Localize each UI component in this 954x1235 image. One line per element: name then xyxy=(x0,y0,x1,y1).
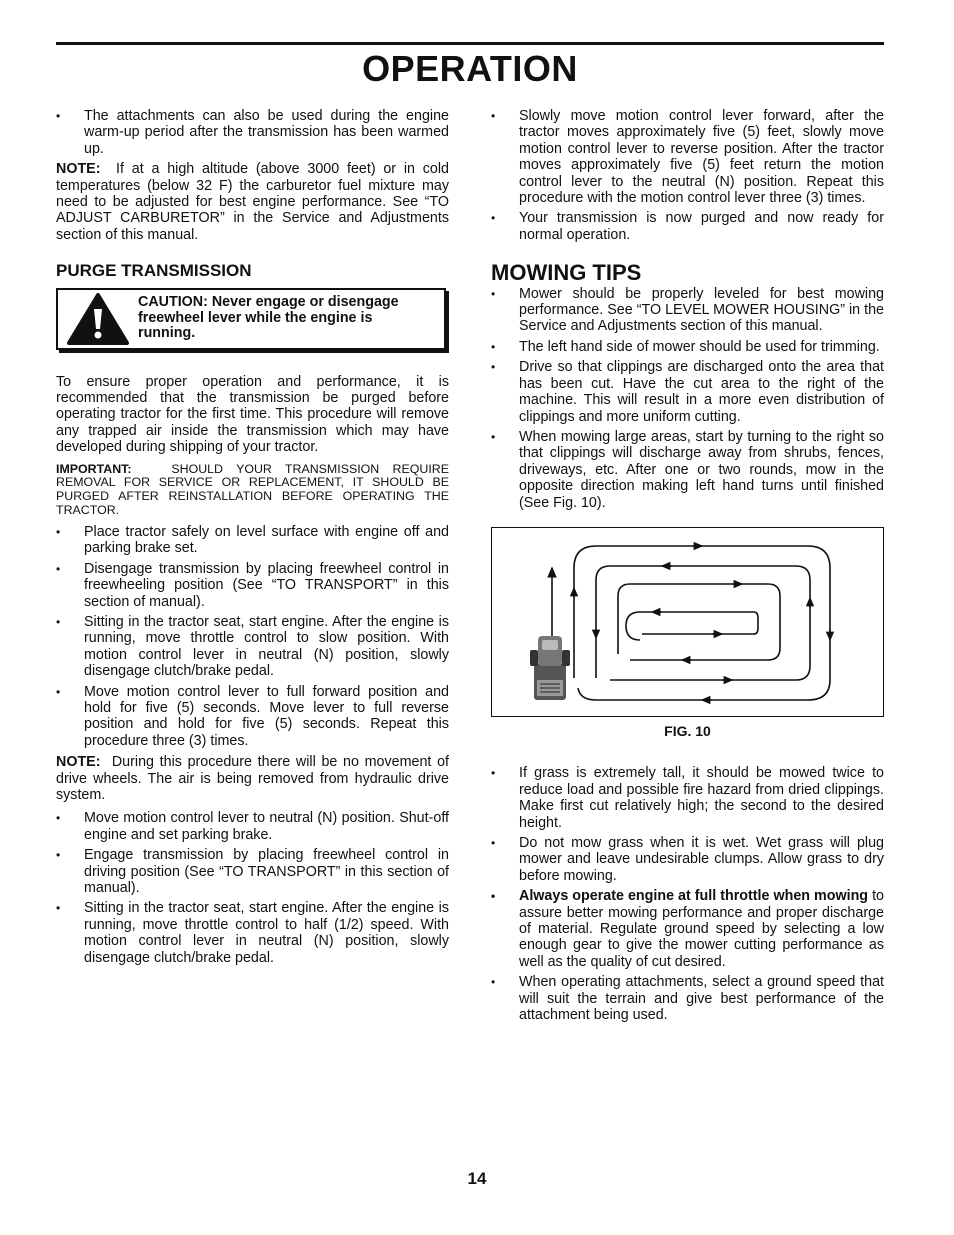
list-item: • Drive so that clippings are discharged onto the area that has been cut. Have the cut area to the right of the machine. This will result in a more even distribution of clippings and more uniform cutting. xyxy=(491,359,884,425)
important-notice: IMPORTANT: SHOULD YOUR TRANSMISSION REQUIRE REMOVAL FOR SERVICE OR REPLACEMENT, IT SHOULD BE PURGED AFTER REINSTALLATION BEFORE OPERATING THE TRACTOR. xyxy=(56,461,449,518)
header-rule xyxy=(56,42,884,45)
list-item: • The attachments can also be used during the engine warm-up period after the transmission has been warmed up. xyxy=(56,108,449,157)
list-item: • Always operate engine at full throttle when mowing to assure better mowing performance and proper discharge of material. Regulate ground speed by selecting a low enough gear to give the mower cutting performance as well as the quality of cut desired. xyxy=(491,888,884,970)
figure-caption: FIG. 10 xyxy=(664,722,711,739)
list-item: • When mowing large areas, start by turning to the right so that clippings will discharge away from shrubs, fences, driveways, etc. After one or two rounds, mow in the opposite direction making left hand turns until finished (See Fig. 10). xyxy=(491,428,884,511)
list-item: • Your transmission is now purged and now ready for normal operation. xyxy=(491,210,884,243)
list-item: • Mower should be properly leveled for best mowing performance. See “TO LEVEL MOWER HOUSING” in the Service and Adjustments section of this manual. xyxy=(491,285,884,335)
note-drive-system: NOTE: During this procedure there will be no movement of drive wheels. The air is being removed from hydraulic drive system. xyxy=(56,754,449,803)
list-item: • Sitting in the tractor seat, start engine. After the engine is running, move throttle control to half (1/2) speed. With motion control lever in neutral (N) position, slowly disengage clutch/brake pedal. xyxy=(56,900,449,966)
tractor-icon xyxy=(530,636,570,700)
right-column xyxy=(491,108,884,1027)
list-item: • Sitting in the tractor seat, start engine. After the engine is running, move throttle control to slow position. With motion control lever in neutral (N) position, slowly disengage clutch/brake pedal. xyxy=(56,613,449,680)
list-item: • If grass is extremely tall, it should be mowed twice to reduce load and possible fire hazard from dried clippings. Make first cut relatively high; the second to the desired height. xyxy=(491,765,884,831)
warning-triangle-icon xyxy=(58,292,138,346)
list-item: • The left hand side of mower should be used for trimming. xyxy=(491,338,880,355)
caution-box xyxy=(56,288,446,350)
page-title: OPERATION xyxy=(362,48,578,89)
mowing-pattern-figure xyxy=(491,527,884,717)
list-item: • Move motion control lever to full forward position and hold for five (5) seconds. Move lever to full reverse position and hold for five (5) seconds. Repeat this procedure three (3) times. xyxy=(56,683,449,749)
list-item: • When operating attachments, select a ground speed that will suit the terrain and give best performance of the attachment being used. xyxy=(491,974,884,1024)
list-item: • Do not mow grass when it is wet. Wet grass will plug mower and leave undesirable clumps. Allow grass to dry before mowing. xyxy=(491,834,884,884)
list-item: • Place tractor safely on level surface with engine off and parking brake set. xyxy=(56,523,449,557)
left-column xyxy=(56,108,449,970)
mowing-pattern-diagram xyxy=(492,528,883,714)
list-item: • Move motion control lever to neutral (N) position. Shut-off engine and set parking brake. xyxy=(56,810,449,843)
caution-text: CAUTION: Never engage or disengage freewheel lever while the engine is running. xyxy=(138,294,399,342)
mowing-tips-heading: MOWING TIPS xyxy=(491,260,642,286)
list-item: • Engage transmission by placing freewheel control in driving position (See “TO TRANSPORT” in this section of manual). xyxy=(56,847,449,896)
list-item: • Disengage transmission by placing freewheel control in freewheeling position (See “TO TRANSPORT” in this section of manual). xyxy=(56,560,449,610)
note-altitude: NOTE: If at a high altitude (above 3000 feet) or in cold temperatures (below 32 F) the carburetor fuel mixture may need to be adjusted for best engine performance. See “TO ADJUST CARBURETOR” in the Service and Adjustments section of this manual. xyxy=(56,161,449,243)
list-item: • Slowly move motion control lever forward, after the tractor moves approximately five (5) feet, slowly move motion control lever to reverse position. After the tractor moves approximately five (5) feet return the motion control lever to the neutral (N) position. Repeat this procedure with the motion control lever three (3) times. xyxy=(491,108,884,207)
purge-paragraph: To ensure proper operation and performance, it is recommended that the transmission be purged before operating tractor for the first time. This procedure will remove any trapped air inside the transmission which may have developed during shipping of your tractor. xyxy=(56,373,449,456)
purge-transmission-heading: PURGE TRANSMISSION xyxy=(56,261,252,281)
page-number: 14 xyxy=(467,1169,487,1188)
